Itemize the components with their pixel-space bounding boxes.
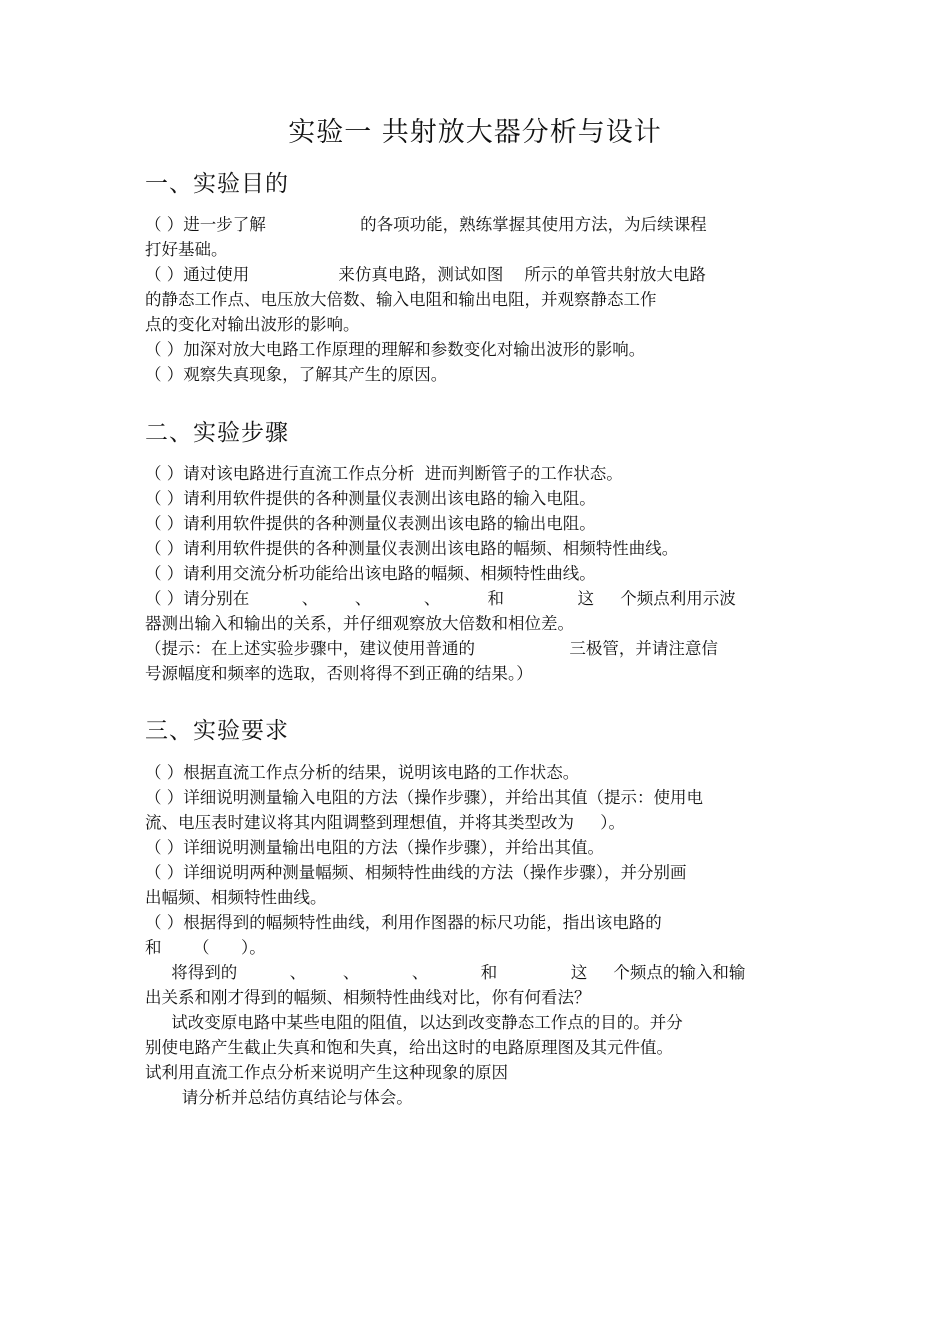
requirements-line: （ ）详细说明两种测量幅频、相频特性曲线的方法（操作步骤），并分别画	[145, 863, 687, 882]
objectives-line: （ ）通过使用 来仿真电路，测试如图 所示的单管共射放大电路	[145, 265, 706, 284]
steps-line: （ ）请对该电路进行直流工作点分析 进而判断管子的工作状态。	[145, 464, 623, 483]
objectives-line: 点的变化对输出波形的影响。	[145, 315, 360, 334]
requirements-line: （ ）详细说明测量输出电阻的方法（操作步骤），并给出其值。	[145, 838, 604, 857]
requirements-line: （ ）根据直流工作点分析的结果，说明该电路的工作状态。	[145, 763, 580, 782]
objectives-line: （ ）观察失真现象，了解其产生的原因。	[145, 365, 448, 384]
section-heading-requirements: 三、实验要求	[145, 718, 289, 744]
steps-line: （ ）请利用软件提供的各种测量仪表测出该电路的输入电阻。	[145, 489, 596, 508]
document-title: 实验一 共射放大器分析与设计	[288, 117, 662, 148]
requirements-line: （ ）详细说明测量输入电阻的方法（操作步骤），并给出其值（提示：使用电	[145, 788, 703, 807]
steps-line: （ ）请利用软件提供的各种测量仪表测出该电路的输出电阻。	[145, 514, 596, 533]
steps-line: （ ）请利用交流分析功能给出该电路的幅频、相频特性曲线。	[145, 564, 596, 583]
requirements-line: 流、电压表时建议将其内阻调整到理想值，并将其类型改为 ）。	[145, 813, 625, 832]
objectives-line: 的静态工作点、电压放大倍数、输入电阻和输出电阻，并观察静态工作	[145, 290, 657, 309]
steps-line: 器测出输入和输出的关系，并仔细观察放大倍数和相位差。	[145, 614, 574, 633]
requirements-line: 和 （ ）。	[145, 938, 266, 957]
requirements-line: 别使电路产生截止失真和饱和失真，给出这时的电路原理图及其元件值。	[145, 1038, 673, 1057]
requirements-line: 将得到的 、 、 、 和 这 个频点的输入和输	[145, 963, 746, 982]
requirements-line: 试利用直流工作点分析来说明产生这种现象的原因	[145, 1063, 508, 1082]
section-heading-steps: 二、实验步骤	[145, 420, 289, 446]
steps-hint-line: （提示：在上述实验步骤中，建议使用普通的 三极管，并请注意信	[145, 639, 718, 658]
steps-line: （ ）请分别在 、 、 、 和 这 个频点利用示波	[145, 589, 736, 608]
objectives-line: 打好基础。	[145, 240, 228, 259]
objectives-line: （ ）加深对放大电路工作原理的理解和参数变化对输出波形的影响。	[145, 340, 646, 359]
requirements-line: （ ）根据得到的幅频特性曲线，利用作图器的标尺功能，指出该电路的	[145, 913, 662, 932]
steps-hint-line: 号源幅度和频率的选取，否则将得不到正确的结果。）	[145, 664, 533, 683]
objectives-line: （ ）进一步了解 的各项功能，熟练掌握其使用方法，为后续课程	[145, 215, 707, 234]
requirements-line: 出幅频、相频特性曲线。	[145, 888, 327, 907]
requirements-line: 出关系和刚才得到的幅频、相频特性曲线对比，你有何看法？	[145, 988, 591, 1007]
requirements-line: 请分析并总结仿真结论与体会。	[145, 1088, 413, 1107]
steps-line: （ ）请利用软件提供的各种测量仪表测出该电路的幅频、相频特性曲线。	[145, 539, 679, 558]
section-heading-objectives: 一、实验目的	[145, 171, 289, 197]
requirements-line: 试改变原电路中某些电阻的阻值，以达到改变静态工作点的目的。并分	[145, 1013, 683, 1032]
